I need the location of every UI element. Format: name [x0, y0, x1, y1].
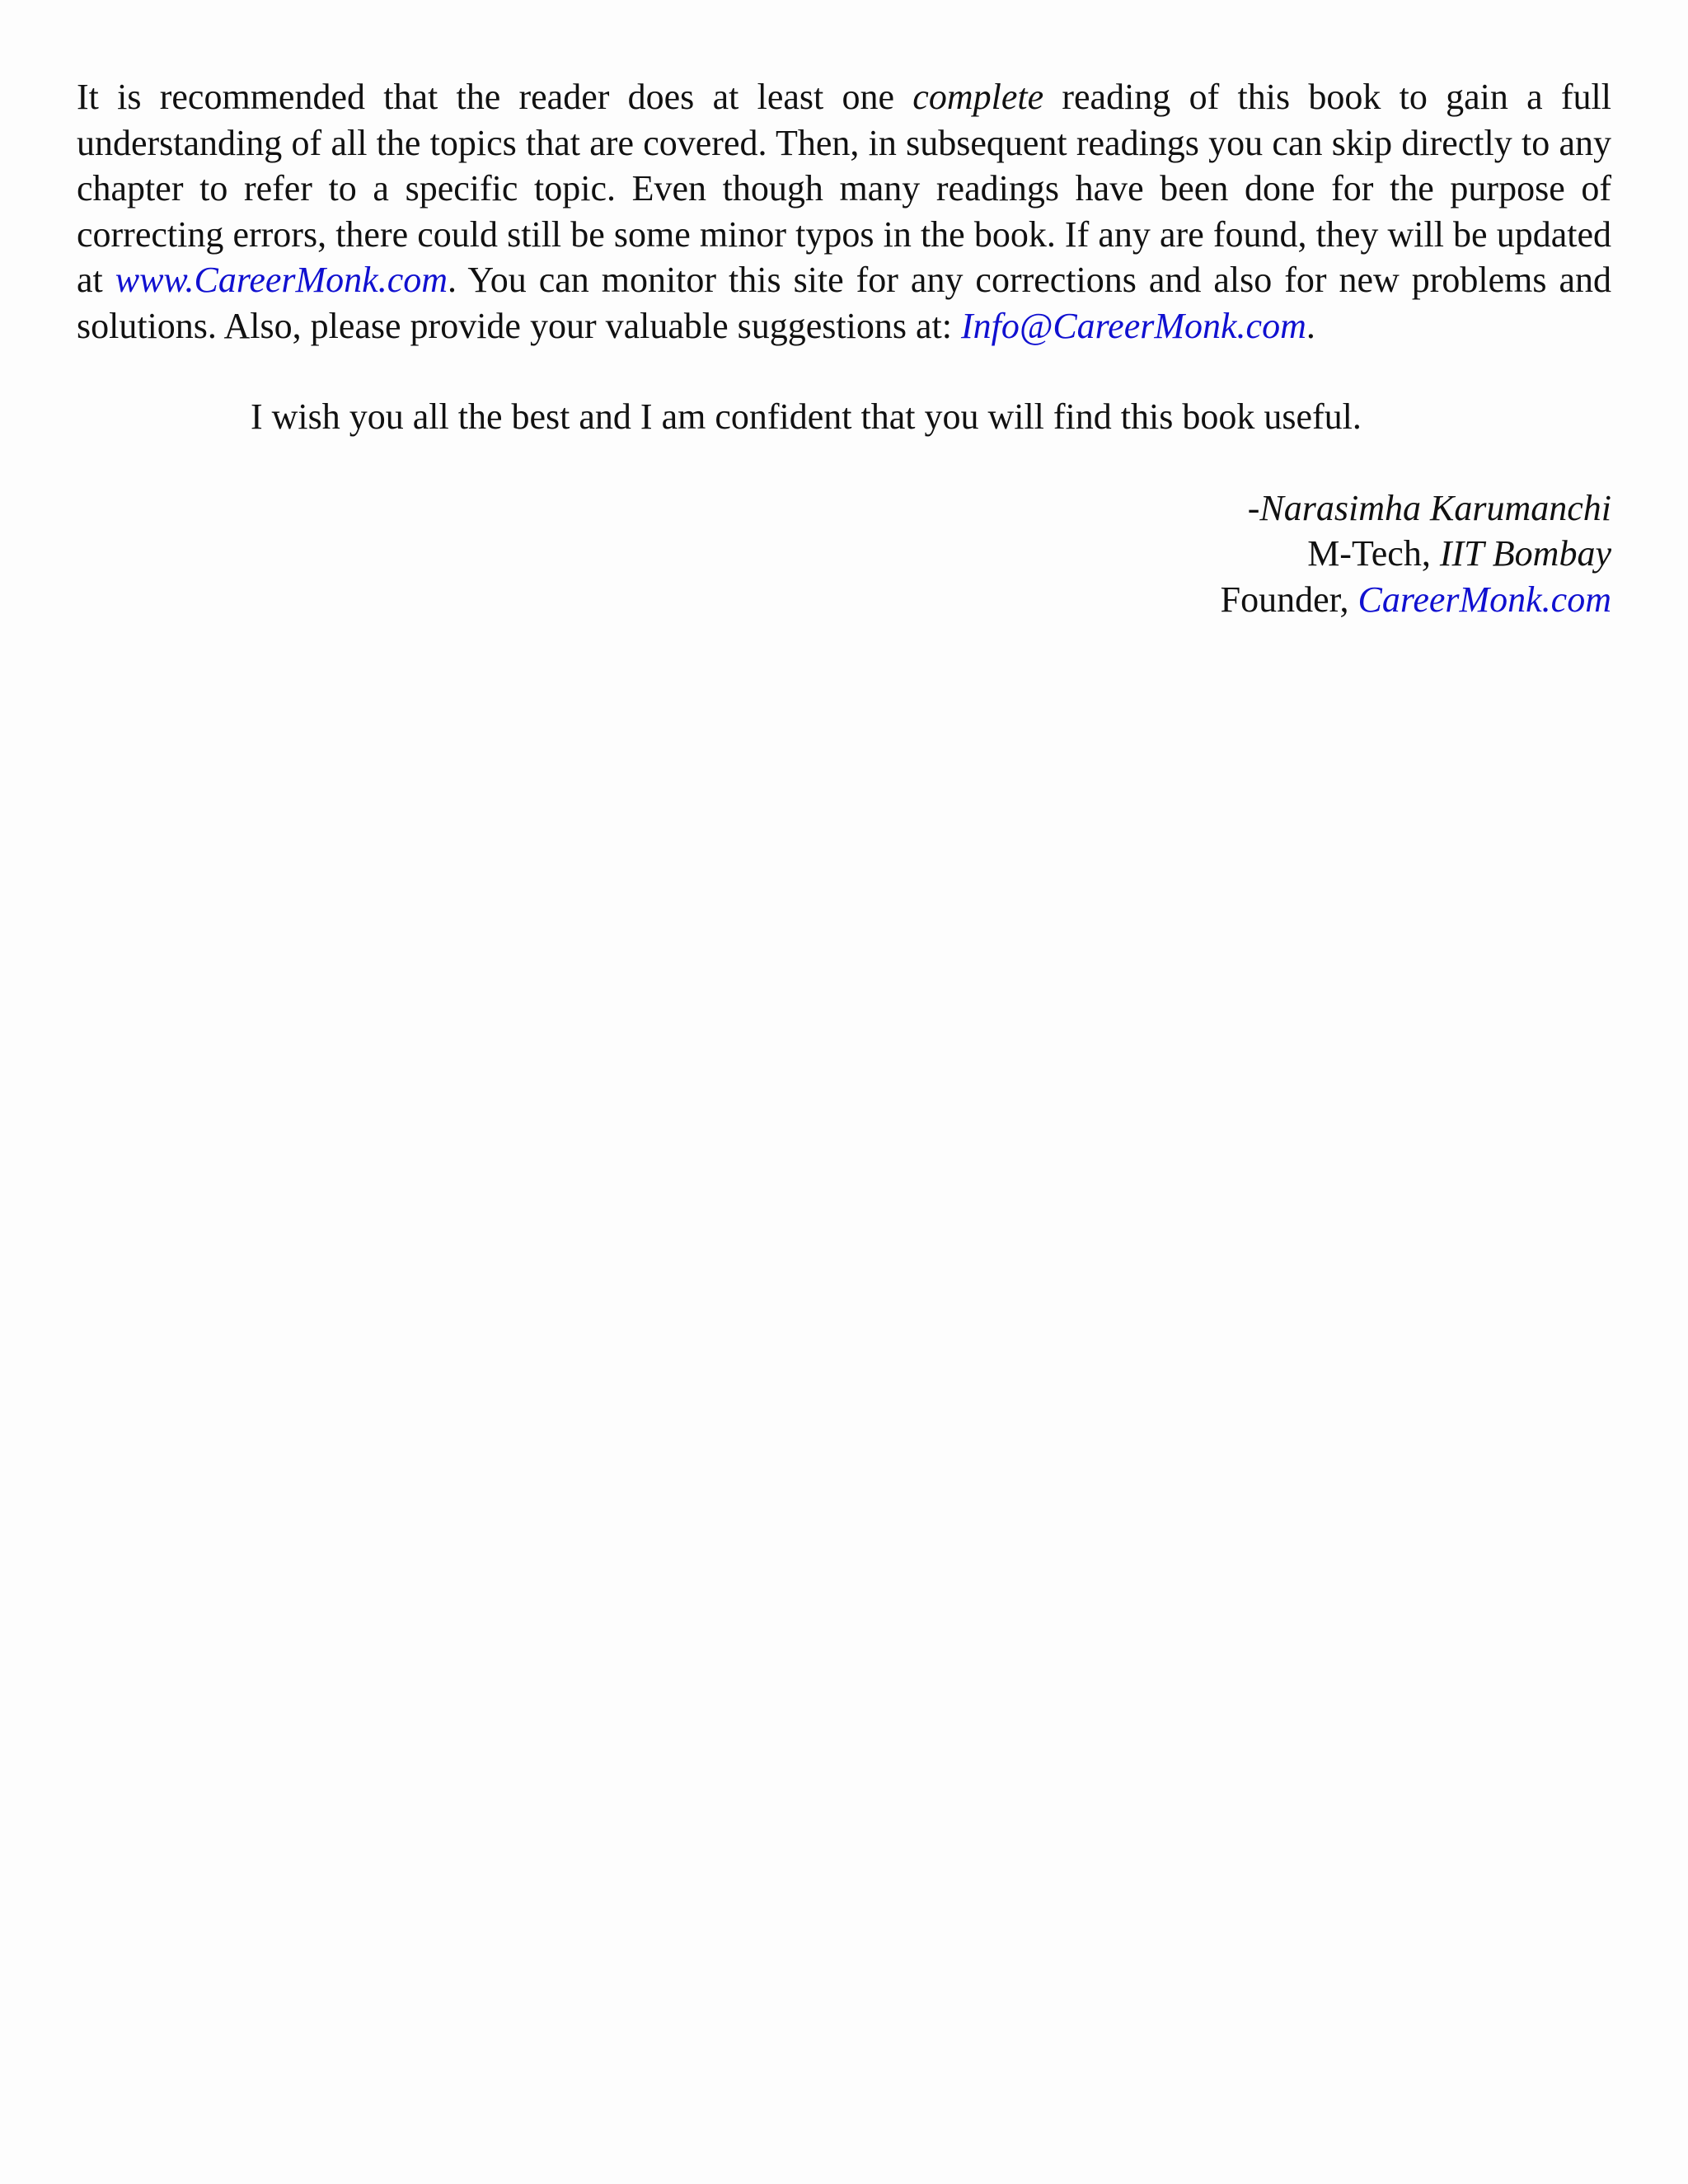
body-paragraph — [77, 74, 1611, 349]
wish-line: I wish you all the best and I am confident that you will find this book useful. — [251, 396, 1362, 437]
author-degree — [77, 531, 1611, 577]
paragraph-text-4: . — [1306, 305, 1315, 346]
company-link[interactable]: CareerMonk.com — [1357, 579, 1611, 620]
author-name: -Narasimha Karumanchi — [1247, 487, 1611, 528]
emphasis-complete: complete — [912, 77, 1044, 117]
paragraph-text-3: . You can monitor this site for any corrections and also for new problems and solutions. Also, please provide your valuable suggestions at: — [77, 260, 1611, 346]
email-link[interactable]: Info@CareerMonk.com — [960, 305, 1306, 346]
document-page — [77, 74, 1611, 622]
author-founder — [77, 577, 1611, 623]
signature-block — [77, 485, 1611, 623]
paragraph-text-1: It is recommended that the reader does at least one — [77, 77, 913, 117]
degree-prefix: M-Tech, — [1307, 533, 1440, 574]
paragraph-text-2: reading of this book to gain a full understanding of all the topics that are covered. Then, in subsequent readings you can skip directly to any chapter to refer to a specific topic. Even though many readings have been done for the purpose of correcting errors, there could still be some minor typos in the book. If any are found, they will be updated at — [77, 77, 1611, 300]
founder-prefix: Founder, — [1220, 579, 1358, 620]
institute-name: IIT Bombay — [1439, 533, 1611, 574]
website-link[interactable]: www.CareerMonk.com — [115, 260, 448, 300]
